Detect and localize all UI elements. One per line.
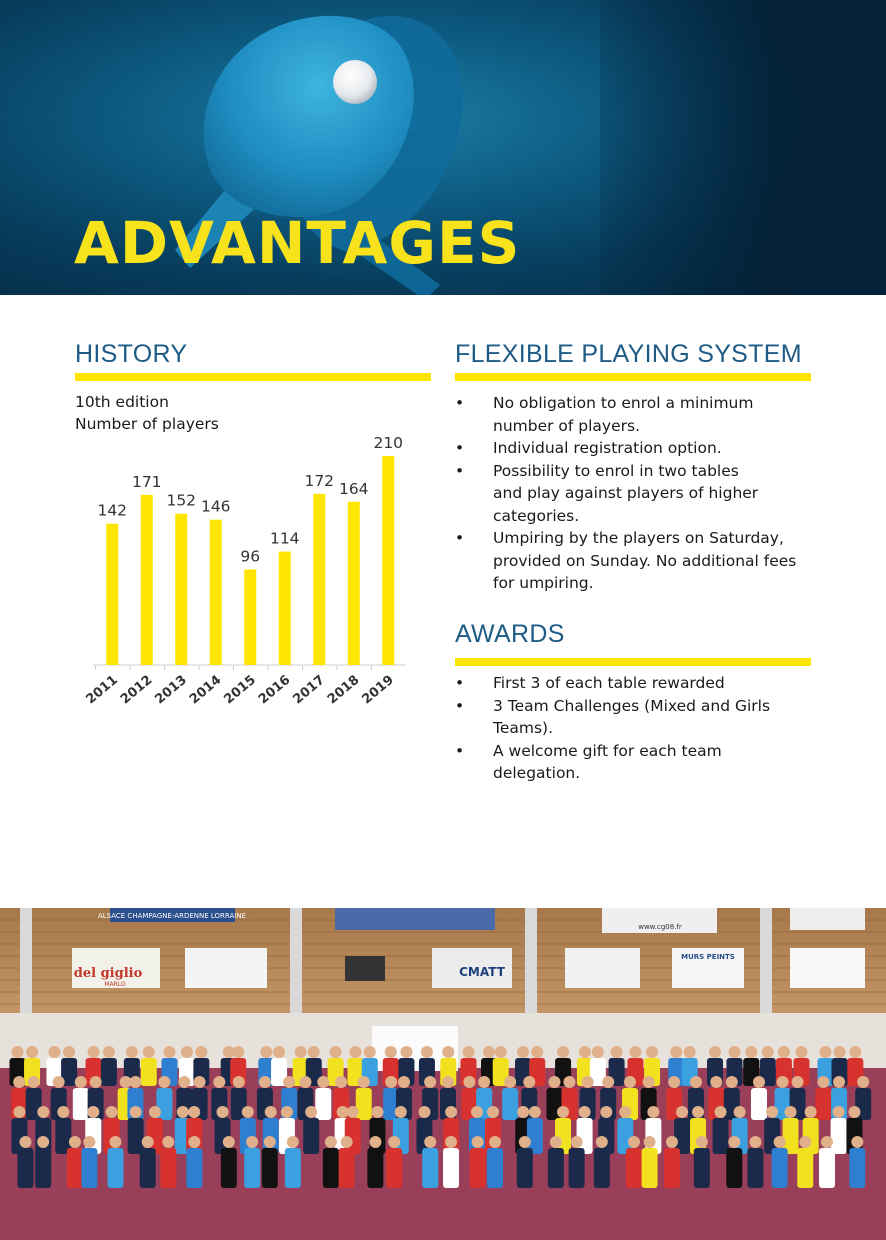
group-photo-illustration [0,908,886,1240]
bullet-icon: • [455,394,465,412]
x-tick-label: 2011 [83,672,121,708]
bar-value-label: 142 [97,501,128,520]
awards-item-text: 3 Team Challenges (Mixed and Girls [493,696,771,715]
bar-2013 [175,514,187,665]
bar-2019 [382,456,394,665]
flexible-item-text: Individual registration option. [493,439,722,457]
flexible-item [455,527,825,595]
flexible-heading: FLEXIBLE PLAYING SYSTEM [455,340,802,368]
flexible-item [455,437,825,460]
bullet-icon: • [455,461,465,480]
awards-item [455,695,825,740]
banner-cg08: www.cg08.fr [638,923,682,931]
awards-item-text: A welcome gift for each team [493,741,722,760]
hero-banner [0,0,886,295]
flexible-item-text: Umpiring by the players on Saturday, [493,529,784,547]
hero-dark-gradient [600,0,886,295]
flexible-list [455,392,825,595]
bar-value-label: 114 [269,529,300,548]
x-tick-label: 2019 [359,672,397,708]
flexible-item-text: number of players. [493,416,641,435]
awards-item [455,672,825,695]
bar-value-label: 146 [200,497,231,516]
x-tick-label: 2013 [152,672,190,708]
bar-2015 [244,569,256,665]
history-edition: 10th edition [75,393,169,411]
bar-value-label: 210 [373,434,404,452]
x-tick-label: 2015 [221,672,259,708]
bar-2012 [141,495,153,665]
history-heading: HISTORY [75,340,188,368]
x-tick-label: 2014 [186,672,225,708]
history-rule [75,373,431,381]
awards-item-text: First 3 of each table rewarded [493,674,725,692]
bar-2017 [313,494,325,665]
bar-2011 [106,524,118,665]
page-title: ADVANTAGES [74,209,521,277]
flexible-rule [455,373,811,381]
bar-value-label: 96 [240,547,261,566]
x-tick-label: 2016 [255,672,294,708]
banner-marlo: MARLO [104,981,126,988]
flexible-item-text: No obligation to enrol a minimum [493,394,754,412]
flexible-item-text: categories. [493,506,580,525]
players-bar-chart [80,430,420,730]
flexible-item [455,460,825,528]
flexible-item-text: provided on Sunday. No additional fees [493,551,797,570]
flexible-item-text: for umpiring. [493,574,594,592]
awards-item-text: Teams). [493,719,554,737]
bar-2018 [348,502,360,665]
bullet-icon: • [455,529,465,547]
bar-2014 [210,520,222,665]
awards-list [455,672,825,785]
bar-value-label: 171 [131,472,162,491]
team-group-photo [0,908,886,1240]
awards-item [455,740,825,785]
flexible-item [455,392,825,437]
bar-value-label: 172 [304,471,335,490]
bar-value-label: 164 [338,479,369,498]
x-tick-label: 2017 [290,672,328,708]
bullet-icon: • [455,741,465,760]
bar-value-label: 152 [166,491,197,510]
bullet-icon: • [455,674,465,692]
history-caption: Number of players [75,415,219,433]
x-tick-label: 2018 [324,672,363,708]
flexible-item-text: Possibility to enrol in two tables [493,461,739,480]
x-tick-label: 2012 [117,672,156,708]
awards-heading: AWARDS [455,620,565,648]
bullet-icon: • [455,696,465,715]
banner-murs-peints: MURS PEINTS [681,953,735,961]
bullet-icon: • [455,439,465,457]
awards-item-text: delegation. [493,764,581,782]
flexible-item-text: and play against players of higher [493,484,759,502]
banner-alsace: ALSACE CHAMPAGNE-ARDENNE LORRAINE [97,912,247,920]
bar-2016 [279,552,291,665]
banner-cmatt: CMATT [459,965,505,979]
banner-del-giglio: del giglio [73,966,143,981]
awards-rule [455,658,811,666]
